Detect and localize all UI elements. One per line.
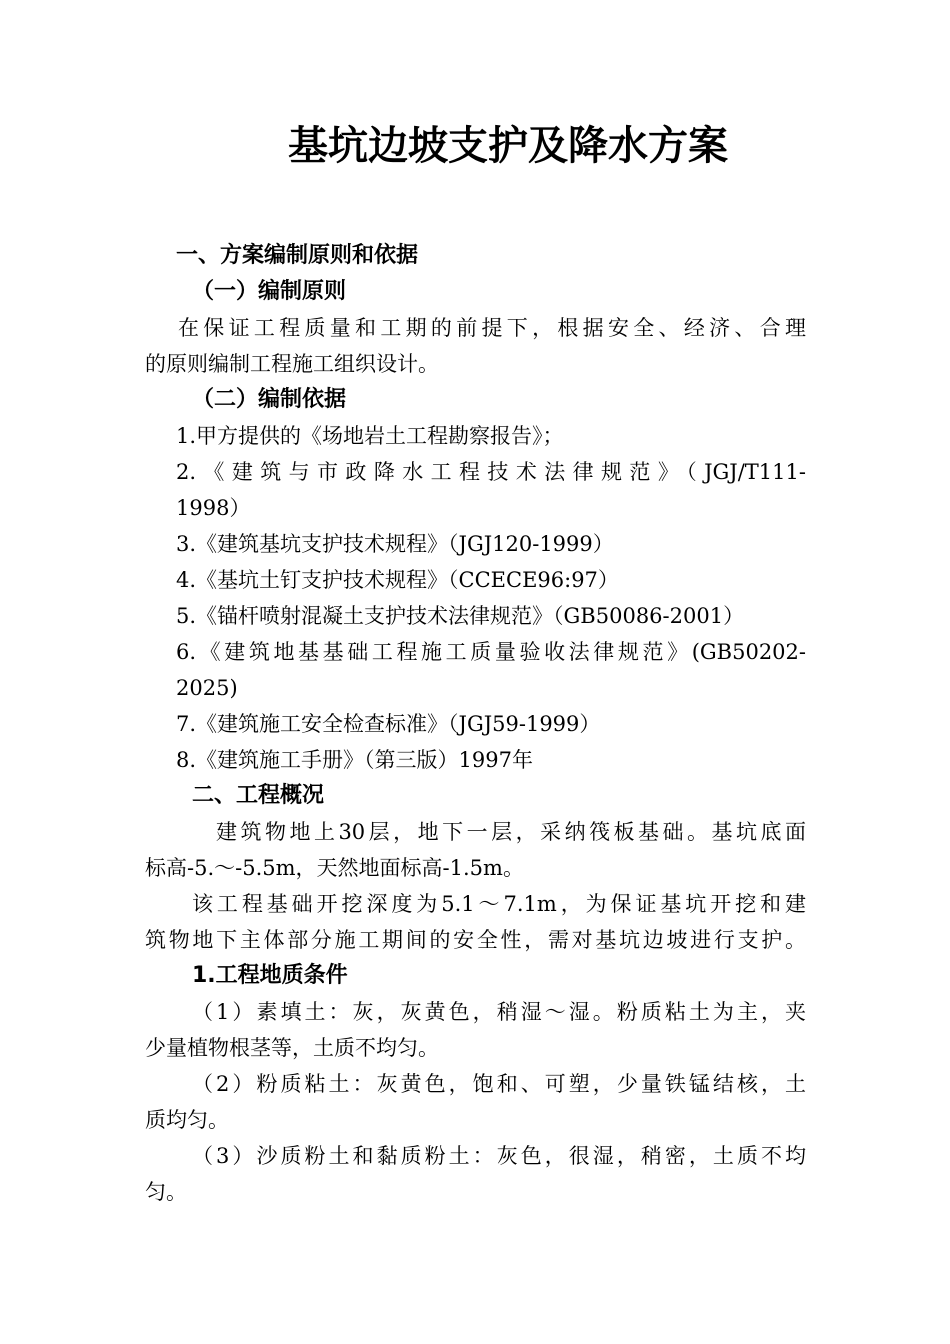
basis-item-8: 8.《建筑施工手册》（第三版）1997年 (176, 748, 533, 772)
overview-paragraph-1-line-1: 建筑物地上30层，地下一层，采纳筏板基础。基坑底面 (216, 820, 806, 844)
overview-paragraph-1-line-2: 标高-5.～-5.5m，天然地面标高-1.5m。 (145, 856, 524, 880)
geology-item-1-line-2: 少量植物根茎等，土质不均匀。 (145, 1036, 439, 1060)
section-1-sub-2-heading: （二）编制依据 (192, 387, 347, 412)
principle-paragraph-line-1: 在保证工程质量和工期的前提下，根据安全、经济、合理 (178, 316, 806, 340)
overview-paragraph-2-line-1: 该工程基础开挖深度为5.1～7.1m，为保证基坑开挖和建 (192, 892, 806, 916)
section-1-heading: 一、方案编制原则和依据 (176, 243, 419, 268)
document-title: 基坑边坡支护及降水方案 (288, 122, 728, 169)
basis-item-1: 1.甲方提供的《场地岩土工程勘察报告》； (176, 424, 564, 448)
geology-heading: 1.工程地质条件 (192, 963, 348, 988)
overview-paragraph-2-line-2: 筑物地下主体部分施工期间的安全性，需对基坑边坡进行支护。 (145, 928, 806, 952)
basis-item-2: 2.《建筑与市政降水工程技术法律规范》（JGJ/T111- (176, 460, 806, 484)
basis-item-3: 3.《建筑基坑支护技术规程》（JGJ120-1999） (176, 532, 614, 556)
geology-item-3-line-1: （3）沙质粉土和黏质粉土：灰色，很湿，稍密，土质不均 (192, 1144, 806, 1168)
basis-item-5: 5.《锚杆喷射混凝土支护技术法律规范》（GB50086-2001） (176, 604, 745, 628)
geology-item-1-line-1: （1）素填土：灰，灰黄色，稍湿～湿。粉质粘土为主，夹 (192, 1000, 806, 1024)
basis-item-6: 6.《建筑地基基础工程施工质量验收法律规范》(GB50202- (176, 640, 806, 664)
basis-item-6-continued: 2025) (176, 676, 238, 700)
basis-item-2-continued: 1998） (176, 496, 251, 520)
principle-paragraph-line-2: 的原则编制工程施工组织设计。 (145, 352, 439, 376)
section-2-heading: 二、工程概况 (192, 783, 325, 808)
geology-item-3-line-2: 匀。 (145, 1180, 187, 1204)
geology-item-2-line-2: 质均匀。 (145, 1108, 229, 1132)
basis-item-7: 7.《建筑施工安全检查标准》（JGJ59-1999） (176, 712, 601, 736)
basis-item-4: 4.《基坑土钉支护技术规程》（CCECE96:97） (176, 568, 619, 592)
section-1-sub-1-heading: （一）编制原则 (192, 279, 347, 304)
geology-item-2-line-1: （2）粉质粘土：灰黄色，饱和、可塑，少量铁锰结核，土 (192, 1072, 806, 1096)
